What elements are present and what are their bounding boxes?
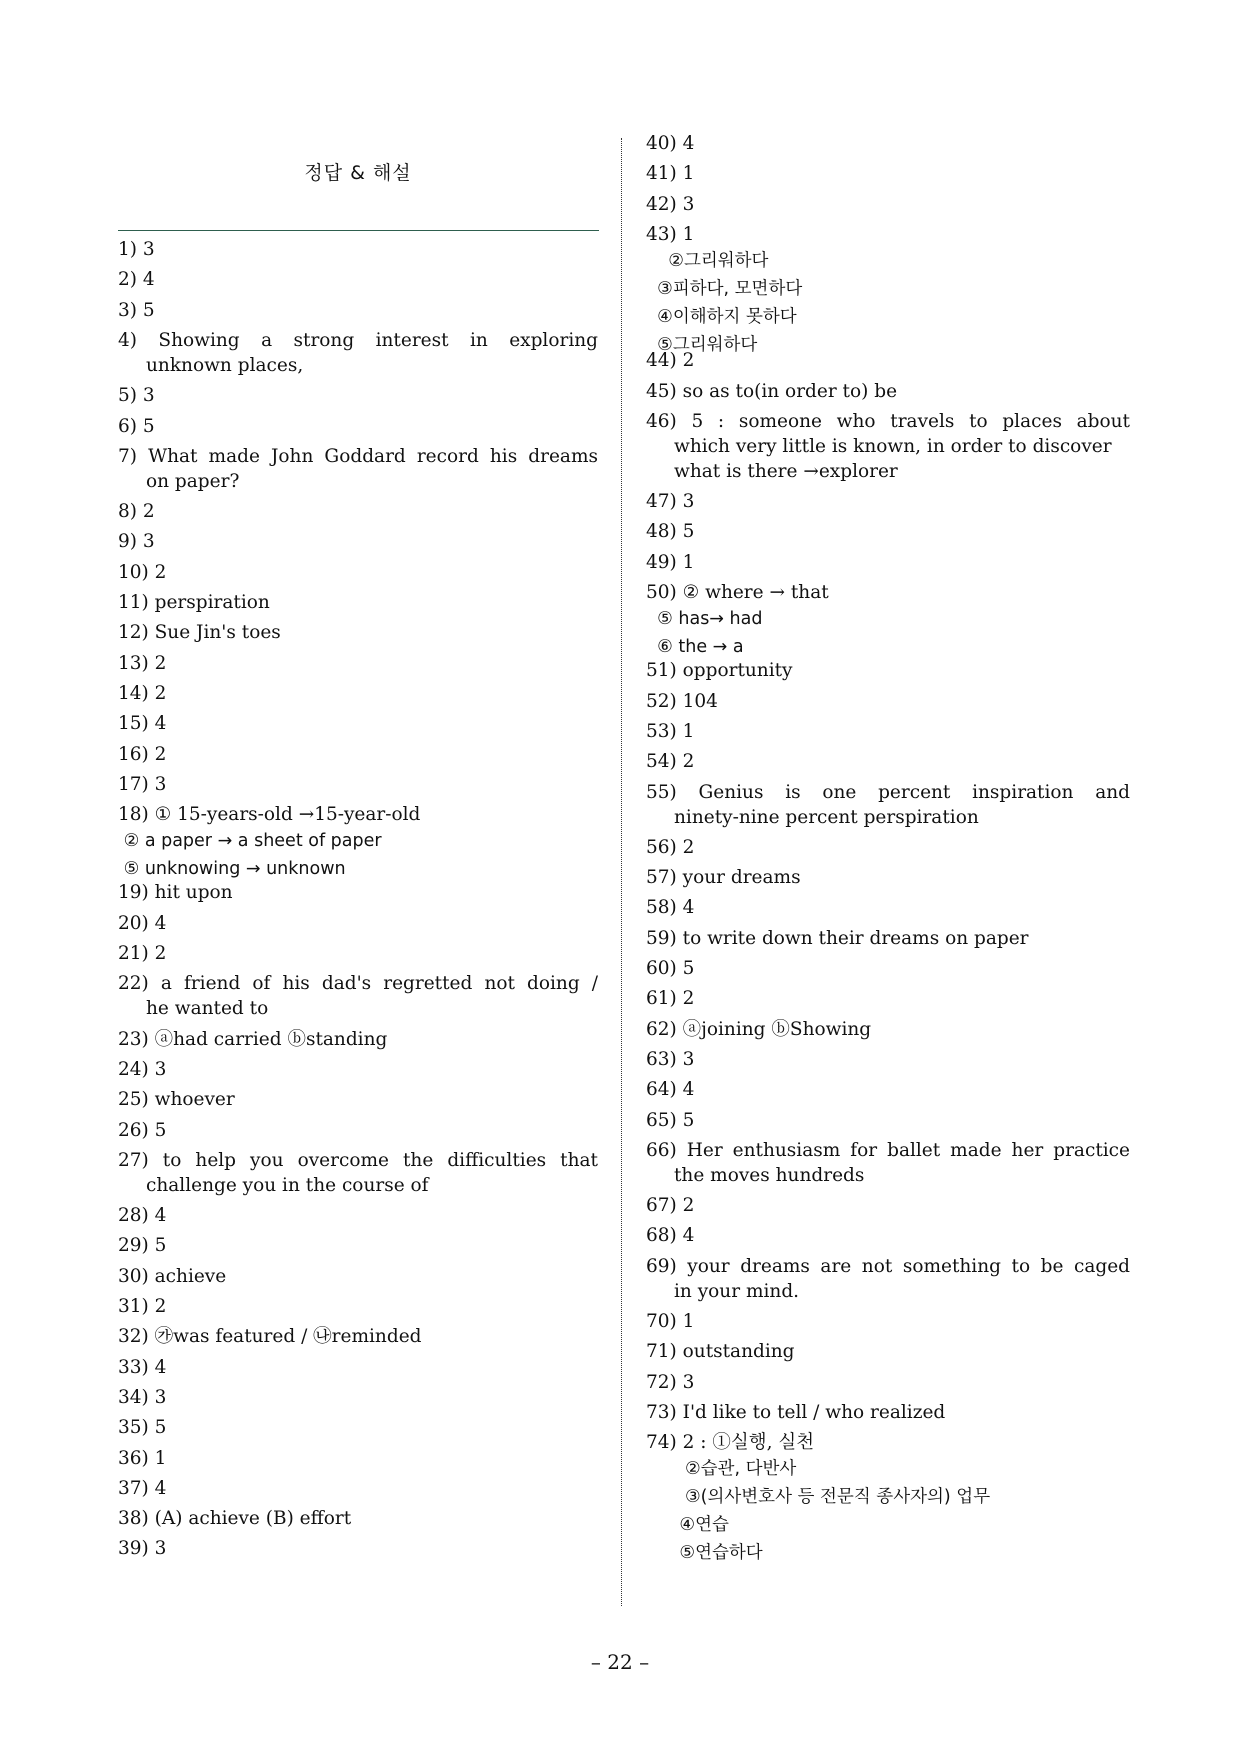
answer-item (646, 865, 1130, 890)
answer-line: 55) Genius is one percent inspiration and (646, 781, 1130, 803)
answer-item (118, 1203, 598, 1228)
answer-line: 8) 2 (118, 501, 155, 523)
answer-line: 57) your dreams (646, 867, 801, 889)
answer-item (118, 267, 598, 292)
answer-line: 42) 3 (646, 193, 695, 215)
answer-line: 52) 104 (646, 690, 718, 712)
answer-item (646, 1339, 1130, 1364)
answer-continuation: on paper? (146, 470, 240, 492)
answer-line: 72) 3 (646, 1371, 695, 1393)
answer-line: 27) to help you overcome the difficulties that (118, 1149, 598, 1171)
answer-line: 13) 2 (118, 652, 167, 674)
answer-item (646, 379, 1130, 404)
answer-line: 47) 3 (646, 491, 695, 513)
answer-item (646, 1223, 1130, 1248)
answer-item (646, 1077, 1130, 1102)
answer-item (646, 926, 1130, 951)
answer-item (118, 911, 598, 936)
answer-item (646, 1370, 1130, 1395)
answer-line: 28) 4 (118, 1205, 167, 1227)
answer-item (646, 161, 1130, 186)
answer-item (646, 658, 1130, 683)
answer-line: 48) 5 (646, 521, 695, 543)
answer-item (118, 1294, 598, 1319)
answer-line: 18) ① 15-years-old →15-year-old (118, 804, 421, 826)
answer-line: 66) Her enthusiasm for ballet made her practice (646, 1139, 1130, 1161)
answer-item (118, 941, 598, 966)
answer-line: 24) 3 (118, 1058, 167, 1080)
answer-sub-item: ②습관, 다반사 (646, 1459, 797, 1480)
answer-line: 61) 2 (646, 988, 695, 1010)
answer-continuation: in your mind. (674, 1280, 800, 1302)
answer-item (646, 1193, 1130, 1218)
answer-item (118, 1506, 598, 1531)
answer-line: 41) 1 (646, 163, 695, 185)
answer-item (646, 1254, 1130, 1304)
answer-item (118, 1446, 598, 1471)
answer-line: 35) 5 (118, 1417, 167, 1439)
answer-line: 32) ㉮was featured / ㉯reminded (118, 1326, 422, 1348)
answer-item (118, 444, 598, 494)
answer-line: 44) 2 (646, 350, 695, 372)
answer-continuation: unknown places, (146, 354, 304, 376)
answer-line: 17) 3 (118, 773, 167, 795)
answer-item (118, 1087, 598, 1112)
answer-sub-item: ④연습 (646, 1515, 729, 1536)
answer-item (646, 1400, 1130, 1425)
answer-item (646, 956, 1130, 981)
answer-item (646, 550, 1130, 575)
answer-line: 7) What made John Goddard record his dreams (118, 445, 598, 467)
answer-line: 51) opportunity (646, 660, 793, 682)
answer-line: 43) 1 (646, 223, 695, 245)
answer-line: 33) 4 (118, 1356, 167, 1378)
answer-continuation: which very little is known, in order to discover (674, 435, 1112, 457)
answer-line: 74) 2 : ①실행, 실천 (646, 1432, 815, 1454)
answer-item (646, 1138, 1130, 1188)
answer-line: 30) achieve (118, 1265, 227, 1287)
answer-line: 12) Sue Jin's toes (118, 622, 281, 644)
answer-item (118, 383, 598, 408)
answer-item (118, 1233, 598, 1258)
answer-sub-item: ③(의사변호사 등 전문직 종사자의) 업무 (646, 1487, 991, 1508)
answer-item (646, 1309, 1130, 1334)
answer-line: 69) your dreams are not something to be caged (646, 1255, 1130, 1277)
answer-line: 39) 3 (118, 1538, 167, 1560)
answer-item (118, 651, 598, 676)
page-number: – 22 – (590, 1650, 650, 1674)
answer-item (646, 192, 1130, 217)
answer-item (118, 802, 598, 883)
answer-sub-item: ③피하다, 모면하다 (646, 278, 803, 299)
title-divider (118, 230, 599, 231)
answer-item (118, 1415, 598, 1440)
answer-item (118, 1536, 598, 1561)
answer-line: 71) outstanding (646, 1341, 795, 1363)
answer-line: 49) 1 (646, 551, 695, 573)
answer-item (118, 328, 598, 378)
answer-line: 38) (A) achieve (B) effort (118, 1508, 352, 1530)
answer-line: 70) 1 (646, 1311, 695, 1332)
answer-item (118, 1148, 598, 1198)
answer-item (646, 489, 1130, 514)
answer-item (118, 298, 598, 323)
answer-line: 46) 5 : someone who travels to places about (646, 410, 1130, 432)
answer-item (118, 880, 598, 905)
answer-item (118, 237, 598, 262)
answer-sub-item: ④이해하지 못하다 (646, 306, 797, 327)
answer-item (118, 414, 598, 439)
page-title: 정답 & 해설 (304, 162, 412, 184)
answer-line: 6) 5 (118, 415, 155, 437)
answer-line: 5) 3 (118, 385, 155, 407)
answer-item (118, 1264, 598, 1289)
answer-line: 26) 5 (118, 1119, 167, 1141)
answer-item (646, 1108, 1130, 1133)
answer-item (646, 986, 1130, 1011)
answer-item (646, 749, 1130, 774)
answer-item (646, 348, 1130, 373)
answer-sub-item: ②그리워하다 (646, 250, 769, 271)
answer-line: 31) 2 (118, 1296, 167, 1317)
answer-item (646, 719, 1130, 744)
answer-item (646, 895, 1130, 920)
answer-item (646, 835, 1130, 860)
answer-line: 45) so as to(in order to) be (646, 380, 898, 402)
answer-item (118, 1118, 598, 1143)
answer-item (646, 409, 1130, 484)
answer-item (118, 499, 598, 524)
answer-item (118, 971, 598, 1021)
answer-line: 54) 2 (646, 751, 695, 773)
answer-sub-item: ⑤연습하다 (646, 1543, 763, 1564)
answer-item (646, 780, 1130, 830)
answer-line: 22) a friend of his dad's regretted not doing / (118, 973, 598, 995)
answer-item (646, 689, 1130, 714)
answer-sub-item: ② a paper → a sheet of paper (118, 831, 382, 852)
answer-item (118, 1324, 598, 1349)
answer-line: 34) 3 (118, 1386, 167, 1408)
answer-line: 62) ⓐjoining ⓑShowing (646, 1018, 872, 1040)
answer-item (118, 1057, 598, 1082)
answer-item (118, 772, 598, 797)
answer-line: 21) 2 (118, 943, 167, 964)
answer-line: 40) 4 (646, 133, 695, 154)
answer-line: 25) whoever (118, 1089, 235, 1111)
answer-item (118, 1385, 598, 1410)
answer-item (118, 742, 598, 767)
answer-line: 68) 4 (646, 1225, 695, 1247)
answer-continuation: he wanted to (146, 998, 269, 1020)
answer-item (646, 519, 1130, 544)
answer-line: 14) 2 (118, 682, 167, 704)
answer-item (646, 580, 1130, 661)
answer-line: 15) 4 (118, 713, 167, 735)
answer-item (646, 131, 1130, 156)
answer-line: 73) I'd like to tell / who realized (646, 1401, 946, 1423)
answer-item (118, 681, 598, 706)
answer-line: 19) hit upon (118, 882, 233, 904)
answer-item (118, 1355, 598, 1380)
answer-item (646, 222, 1130, 359)
answer-line: 1) 3 (118, 239, 155, 260)
answer-continuation: what is there →explorer (674, 460, 898, 482)
answer-item (118, 620, 598, 645)
answer-line: 29) 5 (118, 1235, 167, 1257)
answer-line: 36) 1 (118, 1447, 167, 1469)
answer-line: 60) 5 (646, 958, 695, 979)
answer-line: 65) 5 (646, 1109, 695, 1131)
answer-item (646, 1430, 1130, 1567)
answer-line: 50) ② where → that (646, 582, 829, 603)
answer-sub-item: ⑤그리워하다 (646, 334, 758, 355)
answer-item (646, 1017, 1130, 1042)
answer-line: 67) 2 (646, 1195, 695, 1217)
answer-line: 53) 1 (646, 720, 695, 742)
answer-line: 56) 2 (646, 836, 695, 858)
answer-line: 9) 3 (118, 531, 155, 553)
answer-continuation: the moves hundreds (674, 1164, 865, 1186)
answer-line: 4) Showing a strong interest in exploring (118, 329, 598, 351)
answer-line: 37) 4 (118, 1477, 167, 1499)
answer-line: 64) 4 (646, 1079, 695, 1101)
answer-item (118, 1027, 598, 1052)
answer-line: 3) 5 (118, 299, 155, 321)
answer-item (118, 711, 598, 736)
column-divider (621, 138, 622, 1606)
answer-line: 23) ⓐhad carried ⓑstanding (118, 1028, 388, 1050)
answer-sub-item: ⑥ the → a (646, 637, 744, 657)
answer-line: 16) 2 (118, 743, 167, 765)
answer-item (646, 1047, 1130, 1072)
answer-line: 2) 4 (118, 269, 155, 291)
answer-item (118, 529, 598, 554)
answer-line: 63) 3 (646, 1048, 695, 1070)
answer-continuation: ninety-nine percent perspiration (674, 806, 979, 828)
answer-item (118, 590, 598, 615)
answer-line: 20) 4 (118, 912, 167, 934)
answer-line: 58) 4 (646, 897, 695, 919)
answer-line: 59) to write down their dreams on paper (646, 927, 1029, 949)
answer-sub-item: ⑤ has→ had (646, 609, 763, 629)
answer-item (118, 1476, 598, 1501)
answer-sub-item: ⑤ unknowing → unknown (118, 859, 346, 880)
answer-line: 11) perspiration (118, 592, 270, 613)
answer-continuation: challenge you in the course of (146, 1174, 429, 1196)
answer-item (118, 560, 598, 585)
answer-line: 10) 2 (118, 561, 167, 583)
